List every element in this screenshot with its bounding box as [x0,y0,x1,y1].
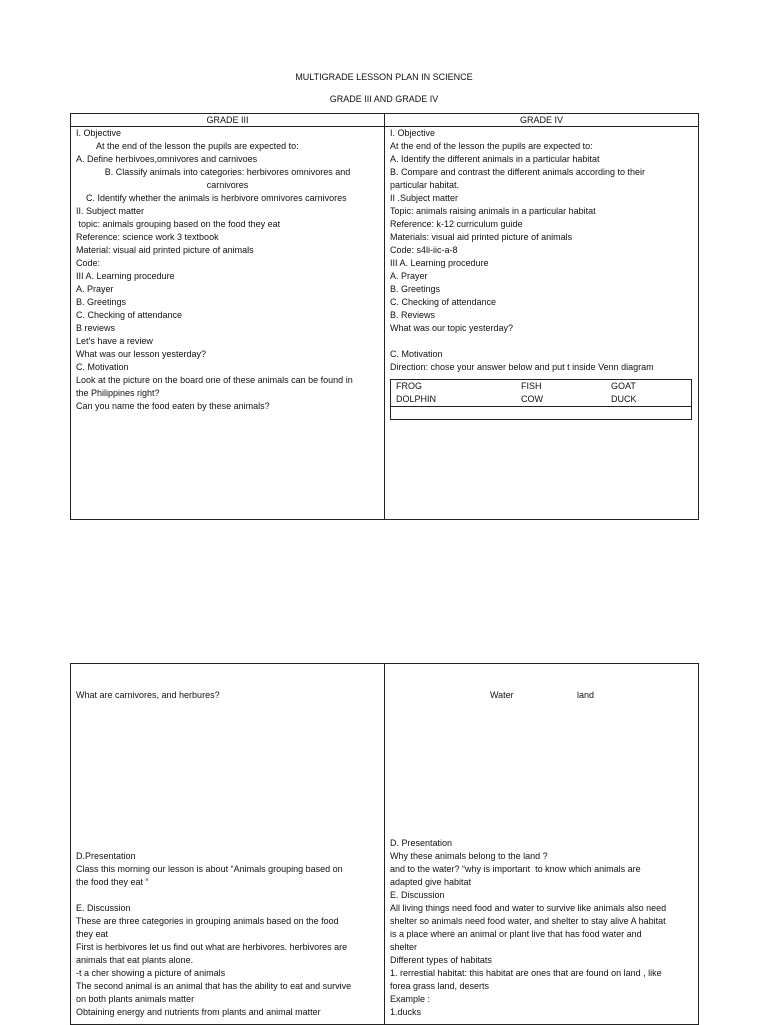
grade3-line: A. Prayer [76,284,114,294]
grade3-line: C. Motivation [76,362,129,372]
animal-dolphin: DOLPHIN [396,394,437,404]
grade3-line: Code: [76,258,101,268]
grade4-line: is a place where an animal or plant live that has food water and [390,929,642,939]
grade3-line: First is herbivores let us find out what are herbivores. herbivores are [76,942,348,952]
grade4-line: Reference: k-12 curriculum guide [390,219,523,229]
animal-goat: GOAT [611,381,636,391]
grade3-line: the Philippines right? [76,388,160,398]
grade4-line: C. Checking of attendance [390,297,497,307]
empty-answer-cell [391,407,692,420]
grade3-line: E. Discussion [76,903,131,913]
grade4-line [390,335,693,348]
grade4-line: forea grass land, deserts [390,981,490,991]
grade3-line: Can you name the food eaten by these animals? [76,401,270,411]
grade4-line: A. Prayer [390,271,428,281]
grade4-line: II .Subject matter [390,193,459,203]
venn-label-water: Water [490,690,514,700]
document-title: MULTIGRADE LESSON PLAN IN SCIENCE [295,72,473,82]
grade4-line: shelter so animals need food water, and shelter to stay alive A habitat [390,916,666,926]
grade4-line: Example : [390,994,431,1004]
grade4-line: At the end of the lesson the pupils are expected to: [390,141,593,151]
grade4-line: Why these animals belong to the land ? [390,851,548,861]
grade4-line: B. Compare and contrast the different animals according to their [390,167,645,177]
grade4-line: B. Reviews [390,310,436,320]
grade3-line: they eat [76,929,109,939]
grade-iii-continued-column [71,664,385,1025]
grade3-line: Look at the picture on the board one of these animals can be found in [76,375,353,385]
grade3-line: At the end of the lesson the pupils are expected to: [96,141,299,151]
grade3-line: Class this morning our lesson is about “Animals grouping based on [76,864,343,874]
grade4-line: C. Motivation [390,349,443,359]
grade3-line: III A. Learning procedure [76,271,175,281]
grade3-line: B reviews [76,323,116,333]
grade4-line: adapted give habitat [390,877,472,887]
grade4-line: Topic: animals raising animals in a particular habitat [390,206,596,216]
grade4-line: shelter [390,942,418,952]
grade4-line: III A. Learning procedure [390,258,489,268]
grade3-line: C. Identify whether the animals is herbivore omnivores carnivores [86,193,347,203]
grade4-line: Different types of habitats [390,955,492,965]
lesson-plan-table-2 [70,663,699,1025]
lesson-plan-table-1 [70,113,699,520]
grade4-line: What was our topic yesterday? [390,323,514,333]
grade3-line [76,889,379,902]
grade-iv-column [385,127,699,520]
animal-choices-table [390,379,692,420]
grade3-line: carnivores [206,180,249,190]
grade4-line: 1. rerrestial habitat: this habitat are ones that are found on land , like [390,968,662,978]
grade3-line: These are three categories in grouping animals based on the food [76,916,339,926]
grade-iii-column [71,127,385,520]
grade4-line: E. Discussion [390,890,445,900]
grade3-line: Obtaining energy and nutrients from plants and animal matter [76,1007,321,1017]
grade3-line: animals that eat plants alone. [76,955,194,965]
grade3-line: Let’s have a review [76,336,153,346]
grade-iii-header: GRADE III [71,114,385,127]
grade3-line: topic: animals grouping based on the food they eat [76,219,281,229]
grade3-line: Reference: science work 3 textbook [76,232,219,242]
grade3-line: B. Classify animals into categories: herbivores omnivores and [104,167,351,177]
grade4-line: Materials: visual aid printed picture of animals [390,232,573,242]
grade4-line: All living things need food and water to survive like animals also need [390,903,667,913]
grade4-line: Direction: chose your answer below and put t inside Venn diagram [390,362,654,372]
animal-frog: FROG [396,381,422,391]
grade-iv-continued-column [385,664,699,1025]
carnivores-question: What are carnivores, and herbures? [76,690,220,700]
animal-cow: COW [521,394,543,404]
grade3-line: C. Checking of attendance [76,310,183,320]
grade4-line: D. Presentation [390,838,453,848]
grade3-line: D.Presentation [76,851,136,861]
grade3-line: II. Subject matter [76,206,145,216]
venn-label-land: land [577,690,595,700]
animal-duck: DUCK [611,394,637,404]
grade3-line: on both plants animals matter [76,994,195,1004]
grade3-line: A. Define herbivoes,omnivores and carnivoes [76,154,258,164]
grade4-line: I. Objective [390,128,436,138]
grade3-line: -t a cher showing a picture of animals [76,968,226,978]
grade3-line: The second animal is an animal that has the ability to eat and survive [76,981,352,991]
grade4-line: Code: s4li-iic-a-8 [390,245,458,255]
grade3-line: Material: visual aid printed picture of animals [76,245,254,255]
grade4-line: A. Identify the different animals in a particular habitat [390,154,600,164]
venn-labels [390,689,693,702]
grade3-line: the food they eat “ [76,877,149,887]
grade4-line: and to the water? “why is important to know which animals are [390,864,641,874]
grade-iv-header: GRADE IV [385,114,699,127]
grade4-line: particular habitat. [390,180,460,190]
grade3-line: B. Greetings [76,297,127,307]
grade4-line: 1.ducks [390,1007,422,1017]
animal-fish: FISH [521,381,542,391]
animal-choices-cell [391,380,692,407]
grade3-line: What was our lesson yesterday? [76,349,207,359]
grade3-line: I. Objective [76,128,122,138]
document-subtitle: GRADE III AND GRADE IV [329,94,439,104]
grade4-line: B. Greetings [390,284,441,294]
